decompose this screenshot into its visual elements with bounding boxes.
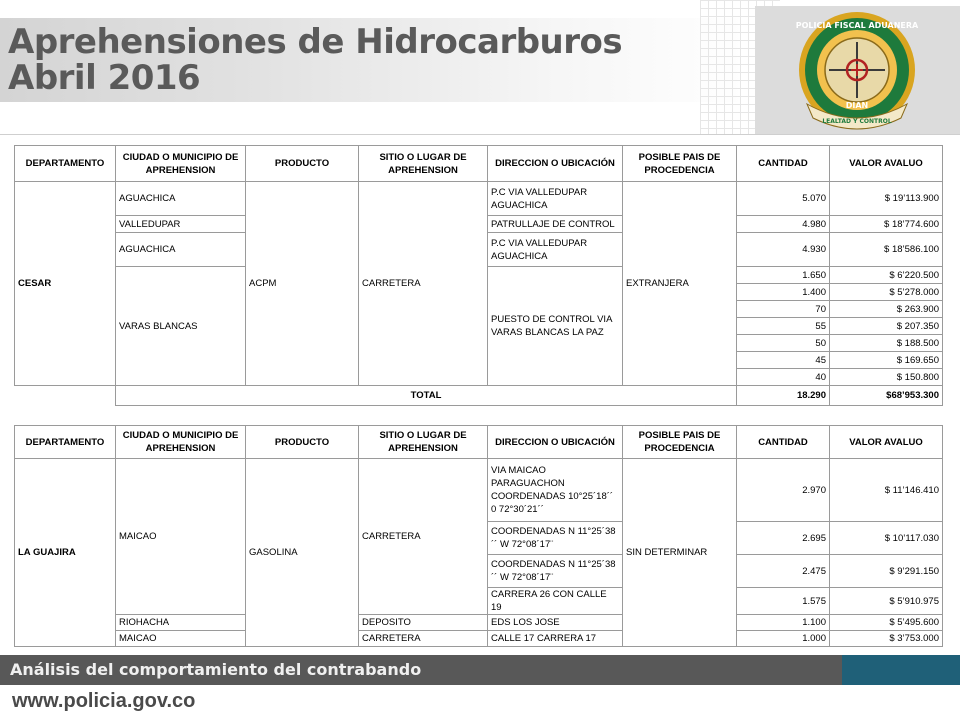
col-header: VALOR AVALUO [830,146,943,182]
cantidad-cell: 45 [737,352,830,369]
sitio-cell: DEPOSITO [359,615,488,631]
valor-cell: $ 9’291.150 [830,555,943,588]
departamento-cell: CESAR [15,182,116,386]
table-la-guajira [14,425,943,647]
municipio-cell: RIOHACHA [116,615,246,631]
logo-panel [755,6,960,134]
table-row [15,631,943,647]
table-row [15,615,943,631]
cantidad-cell: 2.475 [737,555,830,588]
header-divider [0,134,960,135]
valor-cell: $ 3’753.000 [830,631,943,647]
footer-accent [842,655,960,685]
producto-cell: GASOLINA [246,459,359,647]
col-header: CIUDAD O MUNICIPIO DE APREHENSION [116,426,246,459]
cantidad-cell: 55 [737,318,830,335]
valor-cell: $ 18’774.600 [830,216,943,233]
svg-text:POLICIA FISCAL ADUANERA: POLICIA FISCAL ADUANERA [795,21,919,30]
col-header: DIRECCION O UBICACIÓN [488,146,623,182]
sitio-cell: CARRETERA [359,631,488,647]
municipio-cell: VARAS BLANCAS [116,267,246,386]
cantidad-cell: 1.575 [737,588,830,615]
procedencia-cell: SIN DETERMINAR [623,459,737,647]
cantidad-cell: 1.000 [737,631,830,647]
col-header: SITIO O LUGAR DE APREHENSION [359,426,488,459]
table-cesar [14,145,943,406]
municipio-cell: AGUACHICA [116,233,246,267]
valor-cell: $ 207.350 [830,318,943,335]
page-subtitle-date: Abril 2016 [8,58,201,98]
col-header: CANTIDAD [737,146,830,182]
col-header: DEPARTAMENTO [15,426,116,459]
cantidad-cell: 4.980 [737,216,830,233]
cantidad-cell: 1.100 [737,615,830,631]
cantidad-cell: 2.695 [737,522,830,555]
valor-cell: $ 5’910.975 [830,588,943,615]
municipio-cell: VALLEDUPAR [116,216,246,233]
table-header-row [15,146,943,182]
police-fiscal-logo [755,6,960,134]
svg-text:LEALTAD Y CONTROL: LEALTAD Y CONTROL [822,118,892,125]
municipio-cell: AGUACHICA [116,182,246,216]
valor-cell: $ 6’220.500 [830,267,943,284]
valor-cell: $ 18’586.100 [830,233,943,267]
direccion-cell: CALLE 17 CARRERA 17 [488,631,623,647]
valor-cell: $ 188.500 [830,335,943,352]
valor-cell: $ 263.900 [830,301,943,318]
table-row [15,459,943,522]
total-cantidad: 18.290 [737,386,830,406]
valor-cell: $ 150.800 [830,369,943,386]
direccion-cell: PUESTO DE CONTROL VIA VARAS BLANCAS LA PAZ [488,267,623,386]
departamento-cell: LA GUAJIRA [15,459,116,647]
col-header: CIUDAD O MUNICIPIO DE APREHENSION [116,146,246,182]
sitio-cell: CARRETERA [359,182,488,386]
valor-cell: $ 5’495.600 [830,615,943,631]
direccion-cell: P.C VIA VALLEDUPAR AGUACHICA [488,233,623,267]
producto-cell: ACPM [246,182,359,386]
cantidad-cell: 5.070 [737,182,830,216]
cantidad-cell: 70 [737,301,830,318]
cantidad-cell: 40 [737,369,830,386]
direccion-cell: EDS LOS JOSE [488,615,623,631]
col-header: SITIO O LUGAR DE APREHENSION [359,146,488,182]
website-url: www.policia.gov.co [12,690,196,712]
col-header: CANTIDAD [737,426,830,459]
total-label: TOTAL [116,386,737,406]
sitio-cell: CARRETERA [359,459,488,615]
col-header: DIRECCION O UBICACIÓN [488,426,623,459]
municipio-cell: MAICAO [116,631,246,647]
col-header: PRODUCTO [246,426,359,459]
col-header: POSIBLE PAIS DE PROCEDENCIA [623,146,737,182]
table-row [15,182,943,216]
valor-cell: $ 10’117.030 [830,522,943,555]
total-valor: $68’953.300 [830,386,943,406]
direccion-cell: COORDENADAS N 11°25´38´´ W 72°08´17¨ [488,555,623,588]
col-header: DEPARTAMENTO [15,146,116,182]
col-header: VALOR AVALUO [830,426,943,459]
direccion-cell: VIA MAICAO PARAGUACHON COORDENADAS 10°25´18´´ 0 72°30´21´´ [488,459,623,522]
valor-cell: $ 5’278.000 [830,284,943,301]
direccion-cell: CARRERA 26 CON CALLE 19 [488,588,623,615]
col-header: POSIBLE PAIS DE PROCEDENCIA [623,426,737,459]
valor-cell: $ 19’113.900 [830,182,943,216]
cantidad-cell: 1.650 [737,267,830,284]
footer-subtitle: Análisis del comportamiento del contrabando [10,660,422,679]
cantidad-cell: 1.400 [737,284,830,301]
cantidad-cell: 50 [737,335,830,352]
total-row [15,386,943,406]
cantidad-cell: 4.930 [737,233,830,267]
cantidad-cell: 2.970 [737,459,830,522]
direccion-cell: COORDENADAS N 11°25´38´´ W 72°08´17¨ [488,522,623,555]
municipio-cell: MAICAO [116,459,246,615]
valor-cell: $ 11’146.410 [830,459,943,522]
procedencia-cell: EXTRANJERA [623,182,737,386]
svg-text:DIAN: DIAN [845,101,869,110]
col-header: PRODUCTO [246,146,359,182]
page-title: Aprehensiones de Hidrocarburos [8,22,623,62]
table-header-row [15,426,943,459]
direccion-cell: PATRULLAJE DE CONTROL [488,216,623,233]
valor-cell: $ 169.650 [830,352,943,369]
direccion-cell: P.C VIA VALLEDUPAR AGUACHICA [488,182,623,216]
